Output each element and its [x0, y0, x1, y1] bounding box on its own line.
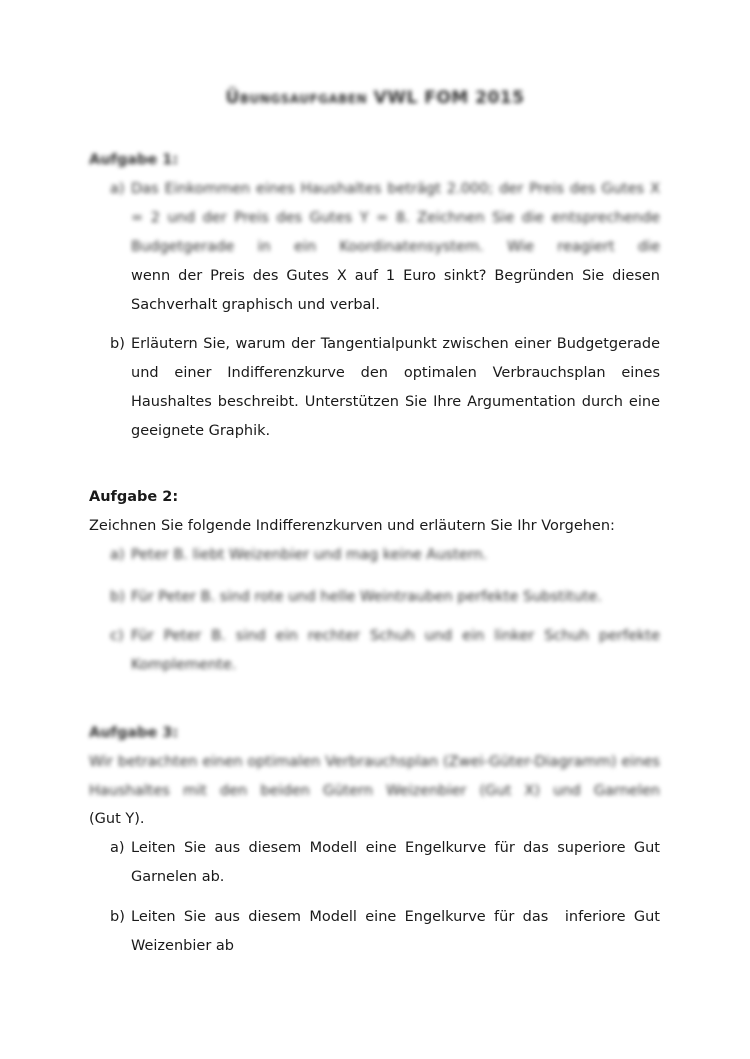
section-heading-aufgabe-3: Aufgabe 3:	[89, 725, 179, 741]
item-label: b)	[110, 336, 125, 352]
section-intro: Zeichnen Sie folgende Indifferenzkurven und erläutern Sie Ihr Vorgehen:	[89, 518, 615, 534]
item-text: Peter B. liebt Weizenbier und mag keine Austern.	[131, 547, 488, 563]
document-title	[0, 88, 750, 108]
item-label: a)	[110, 547, 125, 563]
item-text: Für Peter B. sind rote und helle Weintrauben perfekte Substitute.	[131, 589, 602, 605]
title-text: Übungsaufgaben VWL FOM 2015	[225, 88, 525, 108]
list-item-1a	[110, 175, 660, 320]
item-label: a)	[110, 181, 125, 197]
section-heading-aufgabe-1: Aufgabe 1:	[89, 152, 179, 168]
item-text: Leiten Sie aus diesem Modell eine Engelkurve für das superiore Gut Garnelen ab.	[131, 840, 660, 885]
item-label: c)	[110, 628, 124, 644]
item-text: Erläutern Sie, warum der Tangentialpunkt zwischen einer Budgetgerade und einer Indifferenzkurve den optimalen Verbrauchsplan eines Haushaltes beschreibt. Unterstützen Sie Ihre Argumentation durch eine geeignete Graphik.	[131, 336, 660, 439]
section-intro-tail: (Gut Y).	[89, 811, 145, 827]
item-label: b)	[110, 909, 125, 925]
item-text-line: wenn der Preis des Gutes X auf 1 Euro sinkt? Begründen Sie diesen	[131, 268, 660, 284]
list-item-3b	[110, 903, 665, 961]
list-item-1b	[110, 330, 660, 446]
list-item-2a	[110, 541, 660, 570]
list-item-2b	[110, 583, 660, 612]
list-item-2c	[110, 622, 660, 680]
list-item-3a	[110, 834, 660, 892]
item-text: Für Peter B. sind ein rechter Schuh und ein linker Schuh perfekte Komplemente.	[131, 628, 660, 673]
item-text-blurred: Das Einkommen eines Haushaltes beträgt 2.000; der Preis des Gutes X = 2 und der Preis des Gutes Y = 8. Zeichnen Sie die entsprechende Budgetgerade in ein Koordinatensystem. Wie reagiert die	[131, 181, 660, 255]
item-text	[131, 175, 660, 320]
item-label: a)	[110, 840, 125, 856]
section-intro-blurred: Wir betrachten einen optimalen Verbrauchsplan (Zwei-Güter-Diagramm) eines Haushaltes mit den beiden Gütern Weizenbier (Gut X) und Garnelen	[89, 754, 660, 799]
item-label: b)	[110, 589, 125, 605]
item-text: Leiten Sie aus diesem Modell eine Engelkurve für das inferiore Gut Weizenbier ab	[131, 909, 665, 954]
section-heading-aufgabe-2: Aufgabe 2:	[89, 489, 179, 505]
item-text-line: Sachverhalt graphisch und verbal.	[131, 297, 381, 313]
